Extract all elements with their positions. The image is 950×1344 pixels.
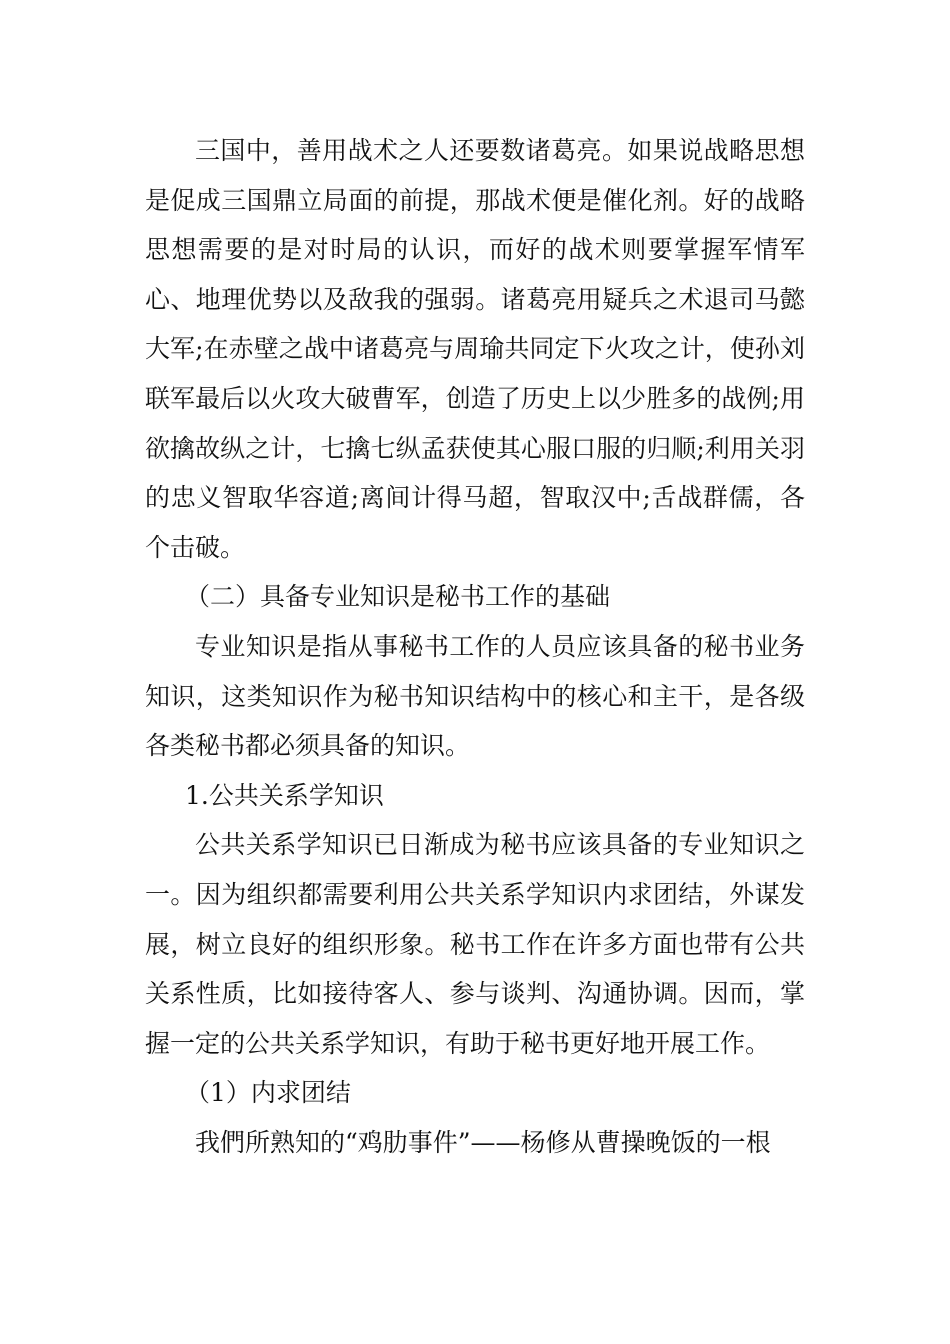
subsection-heading-public-relations: 1.公共关系学知识 [185,780,384,810]
paragraph-professional-knowledge: 专业知识是指从事秘书工作的人员应该具备的秘书业务知识，这类知识作为秘书知识结构中的核心和主干，是各级各类秘书都必须具备的知识。 [145,631,805,761]
paragraph-chicken-rib-incident: 我們所熟知的“鸡肋事件”——杨修从曹操晚饭的一根 [195,1127,771,1157]
paragraph-public-relations: 公共关系学知识已日渐成为秘书应该具备的专业知识之一。因为组织都需要利用公共关系学知识内求团结，外谋发展，树立良好的组织形象。秘书工作在许多方面也带有公共关系性质，比如接待客人、参与谈判、沟通协调。因而，掌握一定的公共关系学知识，有助于秘书更好地开展工作。 [145,830,805,1058]
document-body [145,126,805,1167]
subsection-heading-internal-unity: （1）内求团结 [185,1078,351,1108]
section-heading-professional-knowledge: （二）具备专业知识是秘书工作的基础 [185,582,611,612]
paragraph-zhuge-liang-tactics: 三国中，善用战术之人还要数诸葛亮。如果说战略思想是促成三国鼎立局面的前提，那战术便是催化剂。好的战略思想需要的是对时局的认识，而好的战术则要掌握军情军心、地理优势以及敌我的强弱。诸葛亮用疑兵之术退司马懿大军;在赤壁之战中诸葛亮与周瑜共同定下火攻之计，使孙刘联军最后以火攻大破曹军，创造了历史上以少胜多的战例;用欲擒故纵之计，七擒七纵孟获使其心服口服的归顺;利用关羽的忠义智取华容道;离间计得马超，智取汉中;舌战群儒，各个击破。 [145,136,805,562]
